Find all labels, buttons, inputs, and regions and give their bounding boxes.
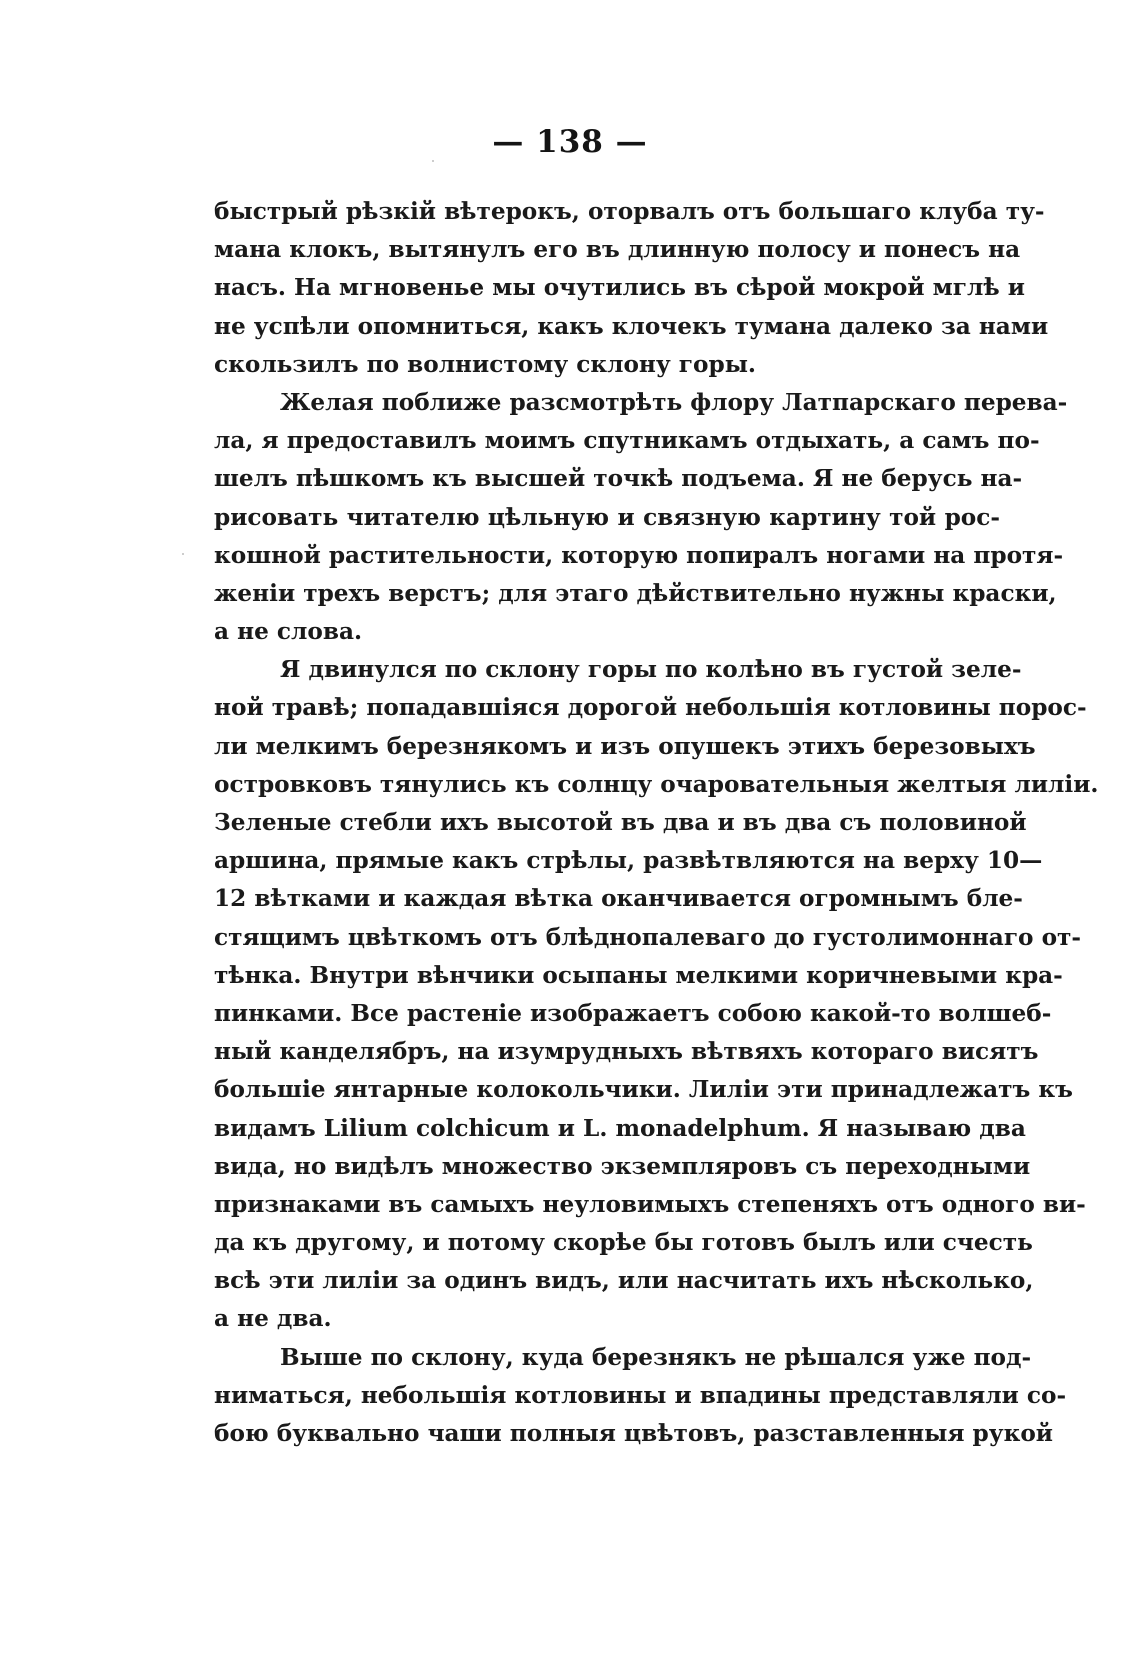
text-line: Выше по склону, куда березнякъ не рѣшался уже под- bbox=[280, 1343, 1032, 1371]
text-line: ный канделябръ, на изумрудныхъ вѣтвяхъ котораго висятъ bbox=[214, 1038, 1039, 1066]
text-line: быстрый рѣзкій вѣтерокъ, оторвалъ отъ большаго клуба ту- bbox=[214, 198, 1045, 225]
page-number: — 138 — bbox=[492, 124, 648, 160]
text-line: вида, но видѣлъ множество экземпляровъ съ переходными bbox=[214, 1152, 1031, 1180]
scan-speck bbox=[432, 160, 434, 162]
text-line: да къ другому, и потому скорѣе бы готовъ былъ или счесть bbox=[214, 1229, 1033, 1257]
text-line: признаками въ самыхъ неуловимыхъ степеняхъ отъ одного ви- bbox=[214, 1190, 1086, 1218]
text-line: бою буквально чаши полныя цвѣтовъ, разставленныя рукой bbox=[214, 1420, 1053, 1447]
text-line: 12 вѣтками и каждая вѣтка оканчивается огромнымъ бле- bbox=[214, 885, 1023, 913]
text-line: всѣ эти лиліи за одинъ видъ, или насчитать ихъ нѣсколько, bbox=[214, 1267, 1034, 1295]
text-line: женіи трехъ верстъ; для этаго дѣйствительно нужны краски, bbox=[214, 579, 1057, 607]
text-line: Зеленые стебли ихъ высотой въ два и въ два съ половиной bbox=[214, 809, 1027, 836]
paragraph bbox=[214, 193, 1049, 384]
text-line: ниматься, небольшія котловины и впадины представляли со- bbox=[214, 1381, 1067, 1409]
text-line: ли мелкимъ березнякомъ и изъ опушекъ этихъ березовыхъ bbox=[214, 732, 1036, 760]
text-line: стящимъ цвѣткомъ отъ блѣднопалеваго до густолимоннаго от- bbox=[214, 923, 1082, 951]
text-line: не успѣли опомниться, какъ клочекъ тумана далеко за нами bbox=[214, 312, 1049, 340]
text-line: аршина, прямые какъ стрѣлы, развѣтвляются на верху 10— bbox=[214, 847, 1043, 875]
text-line: а не два. bbox=[214, 1305, 332, 1333]
text-line: скользилъ по волнистому склону горы. bbox=[214, 350, 757, 378]
text-line: мана клокъ, вытянулъ его въ длинную полосу и понесъ на bbox=[214, 236, 1021, 264]
body-text bbox=[214, 193, 1099, 1453]
text-line: большіе янтарные колокольчики. Лиліи эти принадлежатъ къ bbox=[214, 1076, 1073, 1104]
paragraph bbox=[214, 384, 1068, 651]
text-line: кошной растительности, которую попиралъ ногами на протя- bbox=[214, 541, 1064, 569]
text-line: пинками. Все растеніе изображаетъ собою какой-то волшеб- bbox=[214, 999, 1052, 1027]
text-line: Желая поближе разсмотрѣть флору Латпарскаго перева- bbox=[280, 388, 1068, 416]
scan-speck bbox=[182, 553, 184, 555]
text-line: островковъ тянулись къ солнцу очаровательныя желтыя лиліи. bbox=[214, 770, 1099, 798]
paragraph bbox=[214, 651, 1099, 1338]
text-line: шелъ пѣшкомъ къ высшей точкѣ подъема. Я не берусь на- bbox=[214, 465, 1023, 493]
text-line: тѣнка. Внутри вѣнчики осыпаны мелкими коричневыми кра- bbox=[214, 961, 1063, 989]
paragraph bbox=[214, 1339, 1067, 1454]
text-line: насъ. На мгновенье мы очутились въ сѣрой мокрой мглѣ и bbox=[214, 274, 1025, 302]
text-line: а не слова. bbox=[214, 618, 363, 646]
text-line: рисовать читателю цѣльную и связную картину той рос- bbox=[214, 503, 1000, 531]
text-line: ла, я предоставилъ моимъ спутникамъ отдыхать, а самъ по- bbox=[214, 427, 1040, 455]
text-line: ной травѣ; попадавшіяся дорогой небольшія котловины порос- bbox=[214, 694, 1087, 722]
text-line: Я двинулся по склону горы по колѣно въ густой зеле- bbox=[280, 656, 1022, 684]
text-line: видамъ Lilium colchicum и L. monadelphum. Я называю два bbox=[214, 1114, 1026, 1142]
